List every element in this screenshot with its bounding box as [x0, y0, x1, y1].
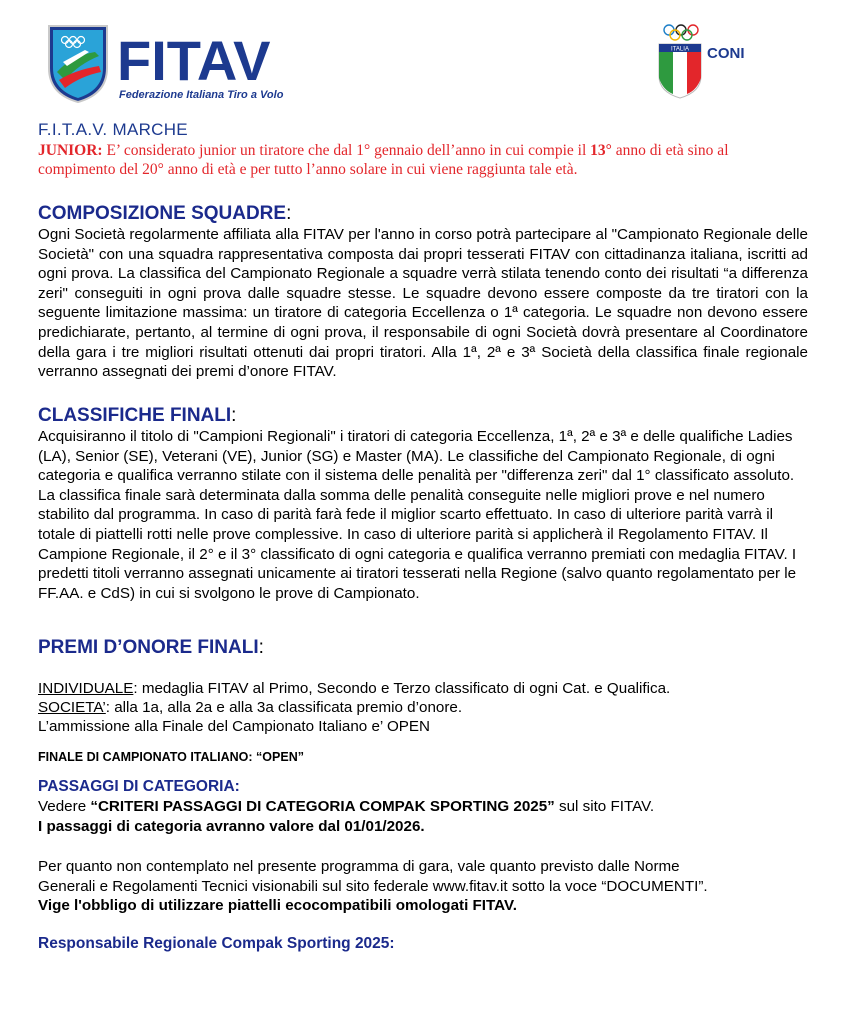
fitav-brand-text: FITAV	[117, 29, 271, 92]
premi-heading: PREMI D’ONORE FINALI:	[38, 637, 264, 658]
composizione-heading: COMPOSIZIONE SQUADRE:	[38, 203, 292, 224]
classifiche-body: Acquisiranno il titolo di "Campioni Regionali" i tiratori di categoria Eccellenza, 1ª, 2ª e 3ª e delle qualifiche Ladies (LA), Senior (SE), Veterani (VE), Junior (SG) e Master (MA). Le classifiche del Campionato Regionale, di ogni categoria e qualifica verranno stilate con il sistema delle penalità per "differenza zeri" dal 1° classificato assoluto. La classifica finale sarà determinata dalla somma delle penalità conseguite nelle migliori prove e nel numero stabilito dal programma. In caso di parità farà fede il miglior scarto effettuato. In caso di ulteriore parità varrà il totale di piattelli rotti nelle prove complessive. In caso di ulteriore parità si applicherà il Regolamento FITAV. Il Campione Regionale, il 2° e il 3° classificato di ogni categoria e qualifica verranno premiati con medaglia FITAV. I predetti titoli verranno assegnati unicamente ai tiratori tesserati nella Regione (salvo quanto regolamentato per le FF.AA. e CdS) in cui si svolgono le prove di Campionato.	[38, 428, 797, 602]
premi-ammissione: L’ammissione alla Finale del Campionato Italiano e’ OPEN	[38, 718, 430, 735]
coni-logo	[655, 22, 755, 102]
classifiche-heading: CLASSIFICHE FINALI:	[38, 405, 237, 426]
org-title: F.I.T.A.V. MARCHE	[38, 120, 188, 139]
norme-line1: Per quanto non contemplato nel presente programma di gara, vale quanto previsto dalle Norme	[38, 858, 680, 875]
coni-label: CONI	[707, 45, 745, 62]
finale-open: FINALE DI CAMPIONATO ITALIANO: “OPEN”	[38, 750, 304, 764]
fitav-logo	[45, 22, 335, 104]
passaggi-line2: I passaggi di categoria avranno valore dal 01/01/2026.	[38, 818, 425, 835]
responsabile-heading: Responsabile Regionale Compak Sporting 2025:	[38, 935, 395, 952]
passaggi-heading: PASSAGGI DI CATEGORIA:	[38, 778, 240, 795]
passaggi-line1: Vedere “CRITERI PASSAGGI DI CATEGORIA COMPAK SPORTING 2025” sul sito FITAV.	[38, 798, 655, 815]
premi-societa: SOCIETA’: alla 1a, alla 2a e alla 3a classificata premio d’onore.	[38, 699, 463, 716]
fitav-subtitle: Federazione Italiana Tiro a Volo	[119, 89, 284, 101]
italia-label: ITALIA	[671, 46, 689, 53]
composizione-body: Ogni Società regolarmente affiliata alla FITAV per l'anno in corso potrà partecipare al "Campionato Regionale delle Società" con una squadra rappresentativa composta dai propri tesserati FITAV con cittadinanza italiana, iscritti ad ogni prova. La classifica del Campionato Regionale a squadre verrà stilata tenendo conto dei risultati “a differenza zeri" conseguiti in ogni prova dalle squadre stesse. Le squadre devono essere composte da tre tiratori con la seguente limitazione massima: un tiratore di categoria Eccellenza o 1ª categoria. Le squadre non devono essere predichiarate, pertanto, al termine di ogni prova, il responsabile di ogni Società dovrà presentare al Coordinatore della gara i tre migliori risultati ottenuti dai propri tiratori. Alla 1ª, 2ª e 3ª Società della classifica finale regionale verranno assegnati dei premi d’onore FITAV.	[38, 226, 808, 381]
junior-label: JUNIOR:	[38, 142, 103, 159]
norme-line3: Vige l'obbligo di utilizzare piattelli ecocompatibili omologati FITAV.	[38, 897, 517, 914]
premi-individuale: INDIVIDUALE: medaglia FITAV al Primo, Secondo e Terzo classificato di ogni Cat. e Qualifica.	[38, 680, 671, 697]
junior-definition: JUNIOR: E’ considerato junior un tiratore che dal 1° gennaio dell’anno in cui compie il 13° anno di età sino al compimento del 20° anno di età e per tutto l’anno solare in cui viene raggiunta tale età.	[38, 142, 729, 178]
norme-line2: Generali e Regolamenti Tecnici visionabili sul sito federale www.fitav.it sotto la voce “DOCUMENTI”.	[38, 878, 708, 895]
